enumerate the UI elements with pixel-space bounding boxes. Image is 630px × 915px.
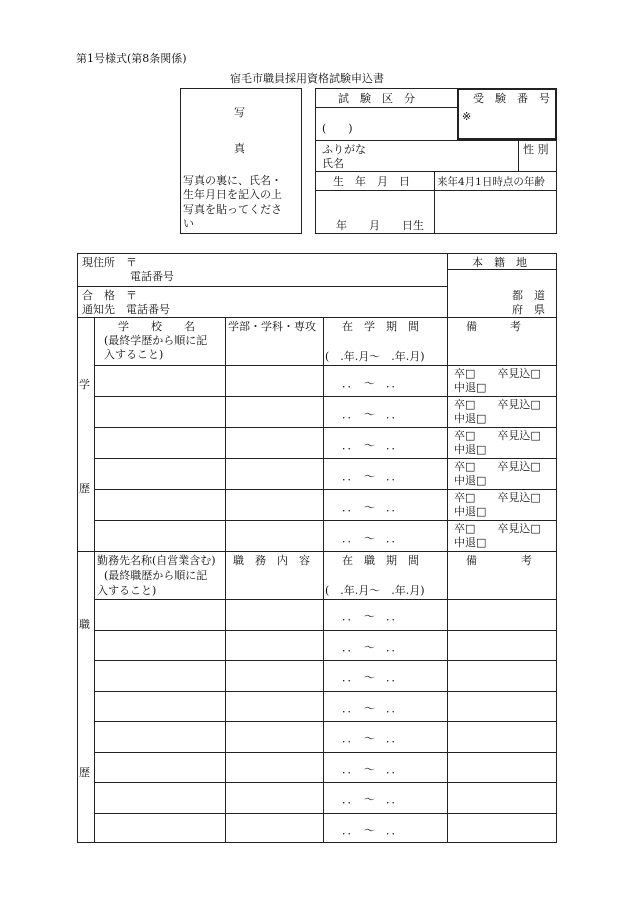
edu-row-remark-1: 卒□ 卒見込□ <box>454 367 541 380</box>
work-row[interactable] <box>94 599 557 629</box>
photo-label-1: 写 <box>234 106 245 119</box>
form-title: 宿毛市職員採用資格試験申込書 <box>230 72 384 85</box>
edu-row-period: ．． ～ ．． <box>342 408 403 421</box>
edu-col-remarks: 備 考 <box>466 320 521 333</box>
edu-row-remark-2: 中退□ <box>454 474 487 487</box>
work-row[interactable] <box>94 660 557 690</box>
current-address-label: 現住所 〒 <box>82 256 137 269</box>
work-col-company-note-2: 入すること) <box>97 584 157 597</box>
work-row[interactable] <box>94 752 557 782</box>
edu-row-remark-2: 中退□ <box>454 412 487 425</box>
edu-row-remark-2: 中退□ <box>454 536 487 549</box>
work-row-period: ．． ～ ．． <box>342 641 403 654</box>
todo-label: 都 道 <box>512 289 545 302</box>
work-row[interactable] <box>94 691 557 721</box>
photo-note-4: い <box>183 217 194 230</box>
edu-row-period: ．． ～ ．． <box>342 470 403 483</box>
work-col-period: 在 職 期 間 <box>342 554 419 567</box>
exam-category-paren: ( ) <box>322 122 353 135</box>
contact-label-1: 合 格 〒 <box>82 289 137 302</box>
edu-row-remark-1: 卒□ 卒見込□ <box>454 460 541 473</box>
work-row[interactable] <box>94 630 557 660</box>
edu-row-period: ．． ～ ．． <box>342 439 403 452</box>
work-row-period: ．． ～ ．． <box>342 671 403 684</box>
work-row[interactable] <box>94 782 557 812</box>
work-side-label-top: 職 <box>79 618 90 631</box>
photo-label-2: 真 <box>234 142 245 155</box>
edu-row-remark-2: 中退□ <box>454 381 487 394</box>
gender-label: 性 別 <box>523 143 549 156</box>
contact-label-2: 通知先 電話番号 <box>82 303 170 316</box>
work-row[interactable] <box>94 721 557 751</box>
edu-col-school: 学 校 名 <box>118 320 195 333</box>
name-label: 氏名 <box>322 157 344 170</box>
edu-row-period: ．． ～ ．． <box>342 501 403 514</box>
work-row-period: ．． ～ ．． <box>342 824 403 837</box>
exam-number-mark: ※ <box>462 110 472 123</box>
fuken-label: 府 県 <box>512 303 545 316</box>
work-row-period: ．． ～ ．． <box>342 732 403 745</box>
edu-col-period-note: ( .年.月～ .年.月) <box>325 350 425 363</box>
phone-label: 電話番号 <box>130 270 174 283</box>
work-col-period-note: ( .年.月～ .年.月) <box>325 584 425 597</box>
photo-note-3: 写真を貼ってくださ <box>183 203 282 216</box>
work-row-period: ．． ～ ．． <box>342 763 403 776</box>
edu-row-remark-1: 卒□ 卒見込□ <box>454 429 541 442</box>
work-col-company: 勤務先名称(自営業含む) <box>97 554 216 567</box>
exam-number-label: 受 験 番 号 <box>473 92 550 105</box>
edu-side-label-bottom: 歴 <box>79 482 90 495</box>
work-row[interactable] <box>94 813 557 843</box>
furigana-label: ふりがな <box>322 143 366 156</box>
exam-category-label: 試 験 区 分 <box>338 92 415 105</box>
edu-row-remark-1: 卒□ 卒見込□ <box>454 522 541 535</box>
form-number: 第1号様式(第8条関係) <box>76 52 187 65</box>
age-label: 来年4月1日時点の年齢 <box>437 176 545 188</box>
edu-col-faculty: 学部・学科・専攻 <box>228 320 316 333</box>
work-row-period: ．． ～ ．． <box>342 610 403 623</box>
edu-row-remark-1: 卒□ 卒見込□ <box>454 398 541 411</box>
work-row-period: ．． ～ ．． <box>342 702 403 715</box>
edu-col-period: 在 学 期 間 <box>342 320 419 333</box>
birth-value: 年 月 日生 <box>336 219 424 232</box>
edu-row-remark-2: 中退□ <box>454 443 487 456</box>
edu-row-remark-1: 卒□ 卒見込□ <box>454 491 541 504</box>
work-col-company-note-1: (最終職歴から順に記 <box>104 569 208 582</box>
honseki-label: 本 籍 地 <box>472 256 527 269</box>
edu-col-school-note-2: 入すること) <box>104 348 164 361</box>
edu-row-remark-2: 中退□ <box>454 505 487 518</box>
edu-row-period: ．． ～ ．． <box>342 377 403 390</box>
photo-note-2: 生年月日を記入の上 <box>183 188 282 201</box>
edu-side-label-top: 学 <box>79 378 90 391</box>
work-row-period: ．． ～ ．． <box>342 793 403 806</box>
birth-label: 生 年 月 日 <box>333 175 410 188</box>
photo-note-1: 写真の裏に、氏名・ <box>183 174 282 187</box>
work-col-duty: 職 務 内 容 <box>233 554 310 567</box>
work-side-label-bottom: 歴 <box>79 766 90 779</box>
edu-row-period: ．． ～ ．． <box>342 532 403 545</box>
edu-col-school-note-1: (最終学歴から順に記 <box>104 334 208 347</box>
work-col-remarks: 備 考 <box>466 554 532 567</box>
